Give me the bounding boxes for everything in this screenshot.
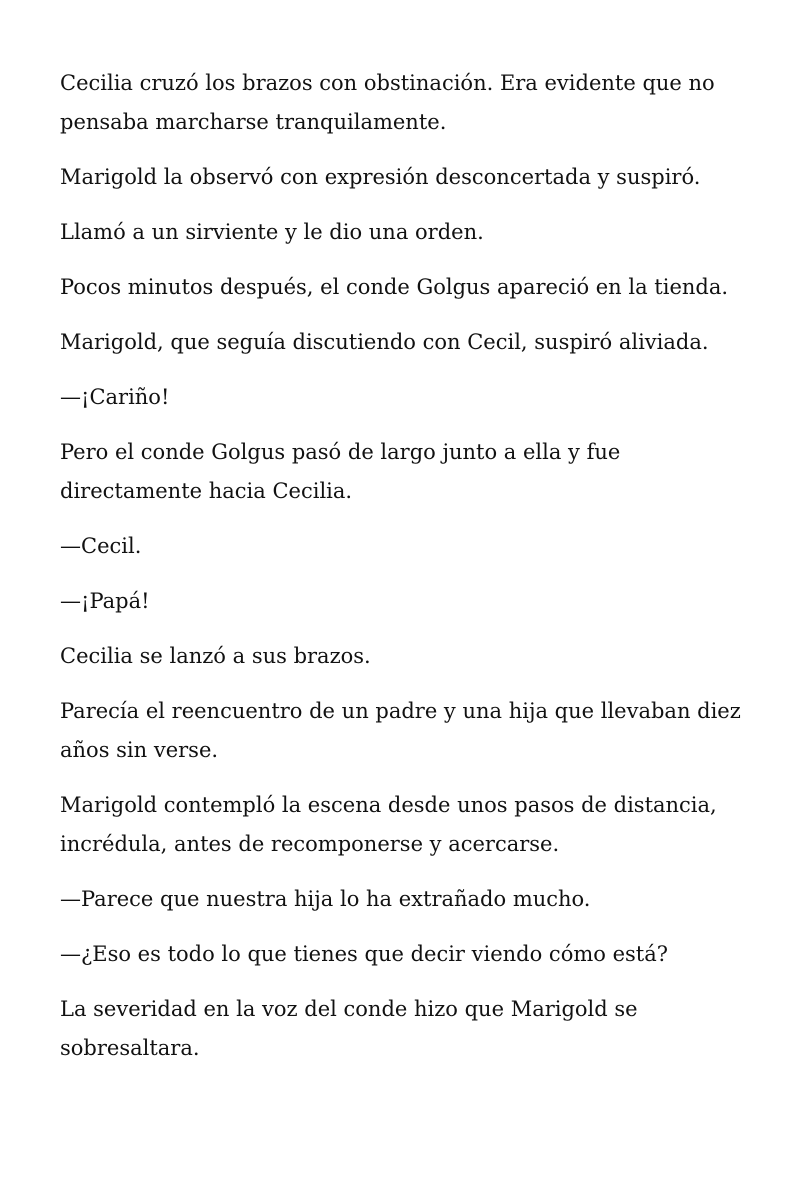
dialogue-line: —¿Eso es todo lo que tienes que decir viendo cómo está? bbox=[60, 942, 668, 966]
paragraph: Cecilia se lanzó a sus brazos. bbox=[60, 644, 371, 668]
paragraph: Parecía el reencuentro de un padre y una hija que llevaban diez años sin verse. bbox=[60, 699, 741, 762]
paragraph: Pocos minutos después, el conde Golgus apareció en la tienda. bbox=[60, 275, 729, 299]
paragraph: Cecilia cruzó los brazos con obstinación. Era evidente que no pensaba marcharse tranquilamente. bbox=[60, 71, 715, 134]
dialogue-line: —Parece que nuestra hija lo ha extrañado mucho. bbox=[60, 887, 591, 911]
paragraph: Marigold la observó con expresión desconcertada y suspiró. bbox=[60, 165, 701, 189]
paragraph: Llamó a un sirviente y le dio una orden. bbox=[60, 220, 484, 244]
dialogue-line: —¡Papá! bbox=[60, 589, 150, 613]
dialogue-line: —Cecil. bbox=[60, 534, 142, 558]
paragraph: Pero el conde Golgus pasó de largo junto a ella y fue directamente hacia Cecilia. bbox=[60, 440, 621, 503]
paragraph: La severidad en la voz del conde hizo que Marigold se sobresaltara. bbox=[60, 997, 638, 1060]
paragraph: Marigold, que seguía discutiendo con Cecil, suspiró aliviada. bbox=[60, 330, 709, 354]
document-body bbox=[60, 64, 750, 1084]
dialogue-line: —¡Cariño! bbox=[60, 385, 170, 409]
paragraph: Marigold contempló la escena desde unos pasos de distancia, incrédula, antes de recomponerse y acercarse. bbox=[60, 793, 717, 856]
